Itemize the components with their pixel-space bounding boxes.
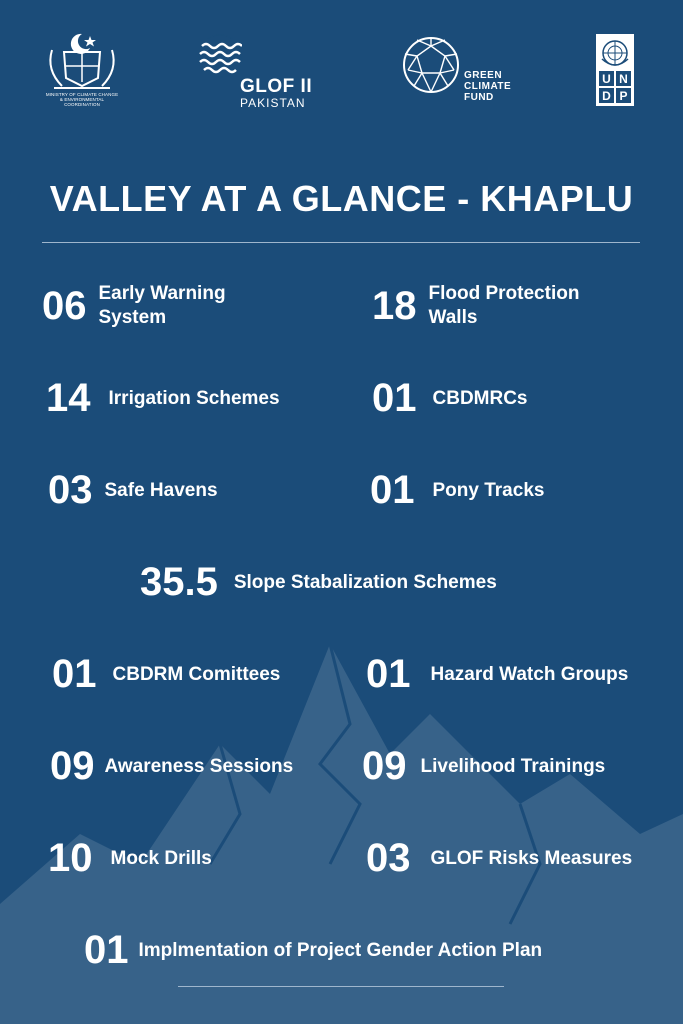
stat-number: 09 <box>362 744 407 788</box>
stat-gender-action-plan <box>84 928 542 973</box>
stat-cbdmrcs <box>372 376 528 421</box>
stat-flood-protection-walls <box>372 282 619 330</box>
gcf-line1: GREEN <box>464 70 503 81</box>
undp-letter-p: P <box>616 88 631 103</box>
glof-title: GLOF II <box>240 76 313 97</box>
stat-label: Safe Havens <box>104 479 218 501</box>
waves-icon <box>198 34 242 78</box>
stat-slope-stabalization-schemes <box>140 560 497 605</box>
stat-cbdrm-comittees <box>52 652 280 697</box>
ministry-logo <box>42 30 122 107</box>
stat-number: 01 <box>370 468 415 512</box>
stat-label: Flood Protection Walls <box>428 283 580 328</box>
stat-number: 14 <box>46 376 91 420</box>
ministry-emblem-icon <box>42 30 122 92</box>
undp-letter-d: D <box>599 88 614 103</box>
stat-number: 01 <box>52 652 97 696</box>
un-emblem-icon <box>599 37 631 69</box>
glof-logo <box>198 34 328 114</box>
ministry-caption-line1: MINISTRY OF CLIMATE CHANGE <box>45 92 119 97</box>
green-climate-fund-logo <box>402 36 542 106</box>
gcf-line2: CLIMATE <box>464 81 512 92</box>
stat-awareness-sessions <box>50 744 293 789</box>
stat-glof-risks-measures <box>366 836 632 881</box>
stat-number: 01 <box>372 376 417 420</box>
stat-irrigation-schemes <box>46 376 280 421</box>
glof-subtitle: PAKISTAN <box>240 96 306 110</box>
stat-number: 35.5 <box>140 560 218 604</box>
stat-label: Livelihood Trainings <box>420 755 606 777</box>
stat-number: 03 <box>366 836 411 880</box>
stat-early-warning-system <box>42 282 269 330</box>
gcf-wordmark <box>464 70 511 103</box>
geodesic-sphere-icon <box>402 36 460 94</box>
stat-number: 03 <box>48 468 93 512</box>
stat-livelihood-trainings <box>362 744 605 789</box>
title-divider <box>42 242 640 243</box>
stat-label: Irrigation Schemes <box>108 387 280 409</box>
stat-label: CBDRM Comittees <box>112 663 281 685</box>
undp-letter-grid <box>599 71 631 103</box>
ministry-caption-line2: & ENVIRONMENTAL COORDINATION <box>59 97 105 107</box>
stat-label: GLOF Risks Measures <box>430 847 633 869</box>
gcf-line3: FUND <box>464 92 494 103</box>
stat-label: Pony Tracks <box>432 479 545 501</box>
stat-label: Awareness Sessions <box>104 755 294 777</box>
stat-pony-tracks <box>370 468 544 513</box>
stat-number: 01 <box>84 928 129 972</box>
page-title: VALLEY AT A GLANCE - KHAPLU <box>49 178 634 219</box>
stat-hazard-watch-groups <box>366 652 628 697</box>
stat-mock-drills <box>48 836 212 881</box>
stat-label: Hazard Watch Groups <box>430 663 629 685</box>
undp-letter-n: N <box>616 71 631 86</box>
undp-logo <box>596 34 634 106</box>
stat-number: 10 <box>48 836 93 880</box>
stat-label: CBDMRCs <box>432 387 528 409</box>
stat-label: Early Warning System <box>98 283 226 328</box>
footer-divider <box>178 986 504 987</box>
stat-label: Implmentation of Project Gender Action Plan <box>138 939 543 961</box>
stat-number: 01 <box>366 652 411 696</box>
undp-letter-u: U <box>599 71 614 86</box>
stat-label: Slope Stabalization Schemes <box>233 571 497 593</box>
stat-safe-havens <box>48 468 218 513</box>
stat-label: Mock Drills <box>110 847 212 869</box>
stat-number: 18 <box>372 283 417 328</box>
stat-number: 06 <box>42 283 87 328</box>
stat-number: 09 <box>50 744 95 788</box>
